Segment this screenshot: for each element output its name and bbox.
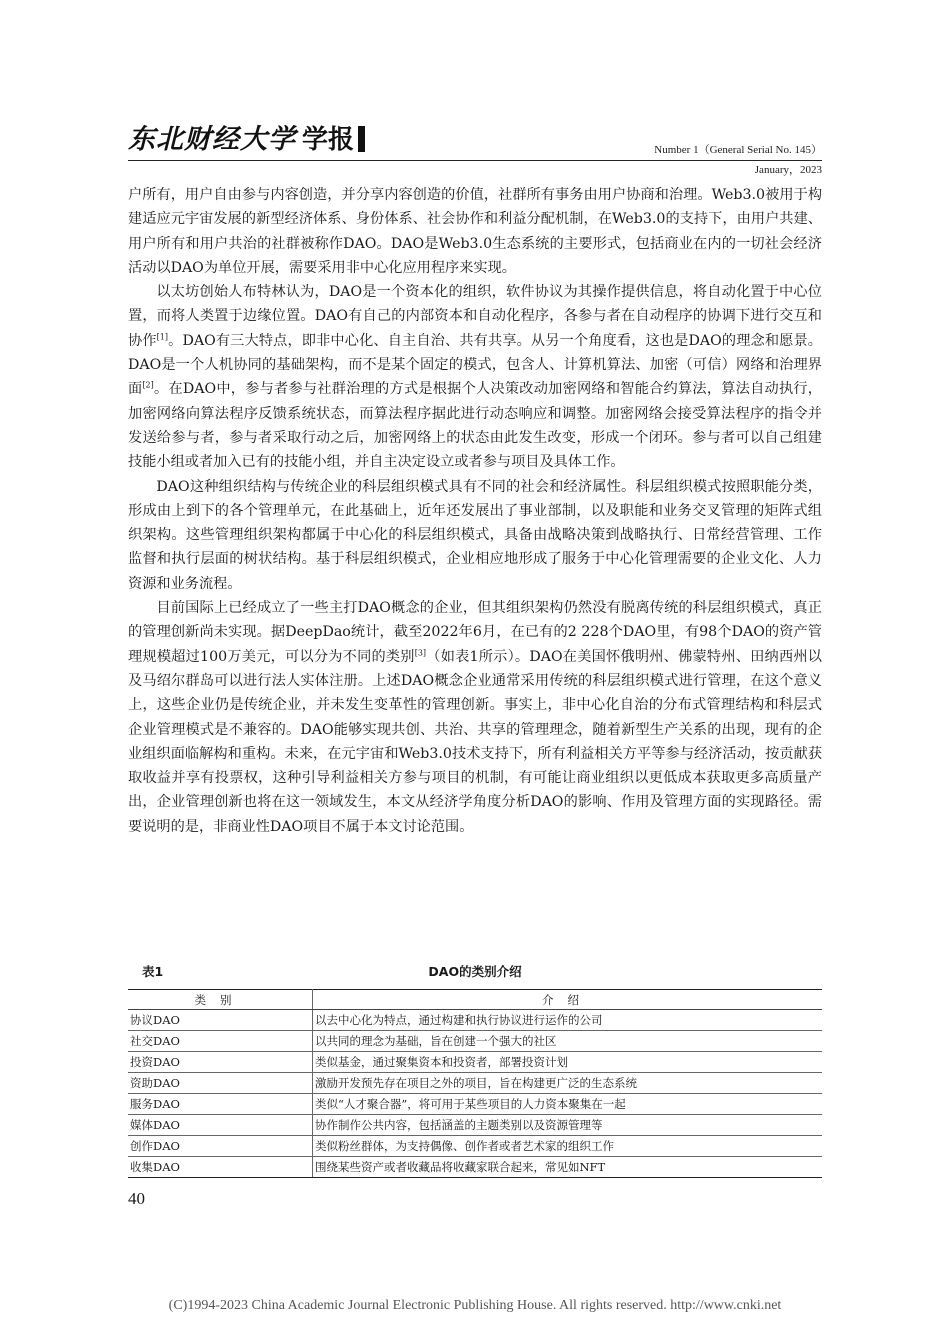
category-cell: 创作DAO	[128, 1136, 313, 1157]
dao-categories-table	[128, 989, 822, 1178]
paragraph-4	[128, 596, 822, 839]
issue-number: Number 1（General Serial No. 145）	[654, 144, 822, 156]
description-cell: 类似基金，通过聚集资本和投资者，部署投资计划	[313, 1052, 823, 1073]
table-caption	[128, 962, 822, 982]
description-cell: 以共同的理念为基础，旨在创建一个强大的社区	[313, 1031, 823, 1052]
description-cell: 类似“人才聚合器”，将可用于某些项目的人力资本聚集在一起	[313, 1094, 823, 1115]
table-row	[128, 1031, 822, 1052]
table-row	[128, 1157, 822, 1178]
logo-bar	[358, 126, 365, 152]
citation-1[interactable]: [1]	[156, 332, 168, 342]
paragraph-2-part-c: 。在DAO中，参与者参与社群治理的方式是根据个人决策改动加密网络和智能合约算法，算法自动执行，加密网络向算法程序反馈系统状态，而算法程序据此进行动态响应和调整。加密网络会接受算法程序的指令并发送给参与者，参与者采取行动之后，加密网络上的状态由此发生改变，形成一个闭环。参与者可以自己组建技能小组或者加入已有的技能小组，并自主决定设立或者参与项目及具体工作。	[128, 381, 822, 471]
paragraph-4-part-b: （如表1所示）。DAO在美国怀俄明州、佛蒙特州、田纳西州以及马绍尔群岛可以进行法人实体注册。上述DAO概念企业通常采用传统的科层组织模式进行管理，在这个意义上，这些企业仍是传统企业，并未发生变革性的管理创新。事实上，非中心化自治的分布式管理结构和科层式企业管理模式是不兼容的。DAO能够实现共创、共治、共享的管理理念，随着新型生产关系的出现，现有的企业组织面临解构和重构。未来，在元宇宙和Web3.0技术支持下，所有利益相关方平等参与经济活动，按贡献获取收益并享有投票权，这种引导利益相关方参与项目的机制，有可能让商业组织以更低成本获取更多高质量产出，企业管理创新也将在这一领域发生，本文从经济学角度分析DAO的影响、作用及管理方面的实现路径。需要说明的是，非商业性DAO项目不属于本文讨论范围。	[128, 648, 823, 835]
table-row	[128, 1052, 822, 1073]
category-cell: 投资DAO	[128, 1052, 313, 1073]
paragraph-3: DAO这种组织结构与传统企业的科层组织模式具有不同的社会和经济属性。科层组织模式按照职能分类，形成由上到下的各个管理单元，在此基础上，近年还发展出了事业部制，以及职能和业务交叉管理的矩阵式组织架构。这些管理组织架构都属于中心化的科层组织模式，具备由战略决策到战略执行、日常经营管理、工作监督和执行层面的树状结构。基于科层组织模式，企业相应地形成了服务于中心化管理需要的企业文化、人力资源和业务流程。	[128, 478, 822, 592]
paragraph-2-part-b: 。DAO有三大特点，即非中心化、自主自治、共有共享。从另一个角度看，这也是DAO的理念和愿景。DAO是一个人机协同的基础架构，而不是某个固定的模式，包含人、计算机算法、加密（可信）网络和治理界面	[128, 332, 822, 398]
journal-logo	[128, 116, 365, 160]
journal-suffix: 学报	[302, 125, 355, 155]
description-cell: 类似粉丝群体，为支持偶像、创作者或者艺术家的组织工作	[313, 1136, 823, 1157]
citation-3[interactable]: [3]	[414, 647, 427, 657]
paragraph-4-part-a: 目前国际上已经成立了一些主打DAO概念的企业，但其组织架构仍然没有脱离传统的科层组织模式，真正的管理创新尚未实现。据DeepDao统计，截至2022年6月，在已有的2 228个DAO里，有98个DAO的资产管理规模超过100万美元，可以分为不同的类别	[128, 600, 822, 665]
table-row	[128, 1115, 822, 1136]
category-cell: 媒体DAO	[128, 1115, 313, 1136]
description-cell: 协作制作公共内容，包括涵盖的主题类别以及资源管理等	[313, 1115, 823, 1136]
article-body	[128, 183, 822, 839]
page-number: 40	[128, 1189, 145, 1208]
journal-calligraphy-name: 东北财经大学	[128, 124, 296, 155]
category-cell: 服务DAO	[128, 1094, 313, 1115]
table-title: DAO的类别介绍	[428, 964, 522, 979]
column-header-description: 介绍	[313, 990, 823, 1010]
paragraph-2	[128, 280, 822, 474]
table-row	[128, 1010, 822, 1031]
table-label: 表1	[142, 964, 164, 979]
header-rule	[128, 160, 822, 161]
table-header-row	[128, 990, 822, 1010]
table-row	[128, 1094, 822, 1115]
citation-2[interactable]: [2]	[142, 380, 154, 390]
table-row	[128, 1136, 822, 1157]
category-cell: 收集DAO	[128, 1157, 313, 1178]
category-cell: 协议DAO	[128, 1010, 313, 1031]
description-cell: 围绕某些资产或者收藏品将收藏家联合起来，常见如NFT	[313, 1157, 823, 1178]
table-row	[128, 1073, 822, 1094]
description-cell: 激励开发预先存在项目之外的项目，旨在构建更广泛的生态系统	[313, 1073, 823, 1094]
paragraph-1: 户所有，用户自由参与内容创造，并分享内容创造的价值，社群所有事务由用户协商和治理。Web3.0被用于构建适应元宇宙发展的新型经济体系、身份体系、社会协作和利益分配机制，在Web3.0的支持下，由用户共建、用户所有和用户共治的社群被称作DAO。DAO是Web3.0生态系统的主要形式，包括商业在内的一切社会经济活动以DAO为单位开展，需要采用非中心化应用程序来实现。	[128, 187, 823, 276]
issue-date: January，2023	[754, 164, 822, 176]
column-header-category: 类别	[128, 990, 313, 1010]
category-cell: 社交DAO	[128, 1031, 313, 1052]
copyright-footer: (C)1994-2023 China Academic Journal Electronic Publishing House. All rights reserved. http://www.cnki.net	[168, 1298, 782, 1313]
description-cell: 以去中心化为特点，通过构建和执行协议进行运作的公司	[313, 1010, 823, 1031]
paragraph-2-part-a: 以太坊创始人布特林认为，DAO是一个资本化的组织，软件协议为其操作提供信息，将自动化置于中心位置，而将人类置于边缘位置。DAO有自己的内部资本和自动化程序，各参与者在自动程序的协调下进行交互和协作	[128, 284, 822, 349]
category-cell: 资助DAO	[128, 1073, 313, 1094]
